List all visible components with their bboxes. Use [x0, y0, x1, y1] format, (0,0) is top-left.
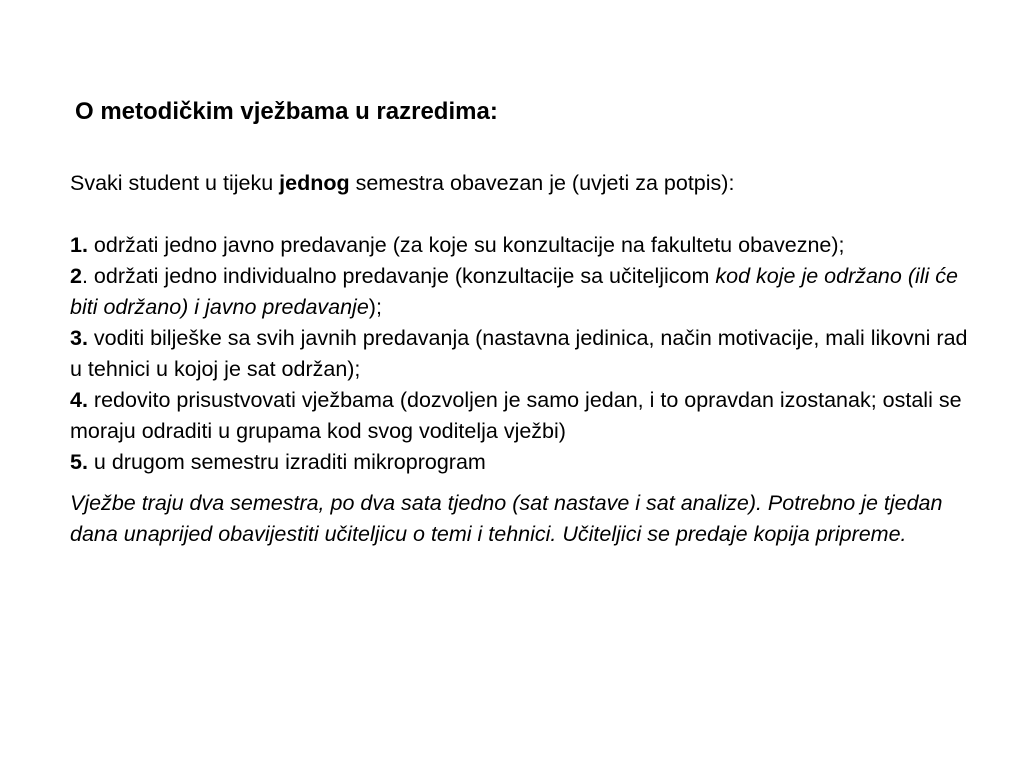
list-item [70, 230, 980, 261]
item-number: 3. [70, 326, 88, 350]
intro-text-end: semestra obavezan je (uvjeti za potpis): [349, 171, 735, 195]
item-text: održati jedno javno predavanje (za koje su konzultacije na fakultetu obavezne); [87, 233, 845, 257]
intro-text-start: Svaki student u tijeku [70, 171, 280, 195]
item-italic-text: kod koje je održano (ili će biti održano) i javno predavanje [70, 264, 958, 319]
item-number: 1. [70, 233, 88, 257]
note-paragraph: Vježbe traju dva semestra, po dva sata tjedno (sat nastave i sat analize). Potrebno je tjedan dana unaprijed obavijestiti učiteljicu o temi i tehnici. Učiteljici se predaje kopija pripreme. [70, 491, 943, 546]
item-number: 4. [70, 388, 88, 412]
item-number: 5. [70, 450, 88, 474]
list-item [70, 261, 980, 323]
item-text: . održati jedno individualno predavanje (konzultacije sa učiteljicom [81, 264, 716, 288]
slide-body [70, 168, 980, 550]
item-text: redovito prisustvovati vježbama (dozvoljen je samo jedan, i to opravdan izostanak; ostali se moraju odraditi u grupama kod svog voditelja vježbi) [70, 388, 962, 443]
requirements-list [70, 230, 980, 478]
intro-emphasis: jednog [279, 171, 350, 195]
list-item [70, 385, 980, 447]
item-text-end: ); [368, 295, 382, 319]
item-number: 2 [70, 264, 82, 288]
item-text: u drugom semestru izraditi mikroprogram [87, 450, 486, 474]
intro-paragraph [70, 168, 980, 199]
slide-title: O metodičkim vježbama u razredima: [75, 98, 498, 125]
item-text: voditi bilješke sa svih javnih predavanja (nastavna jedinica, način motivacije, mali likovni rad u tehnici u kojoj je sat održan); [70, 326, 968, 381]
list-item [70, 447, 980, 478]
list-item [70, 323, 980, 385]
